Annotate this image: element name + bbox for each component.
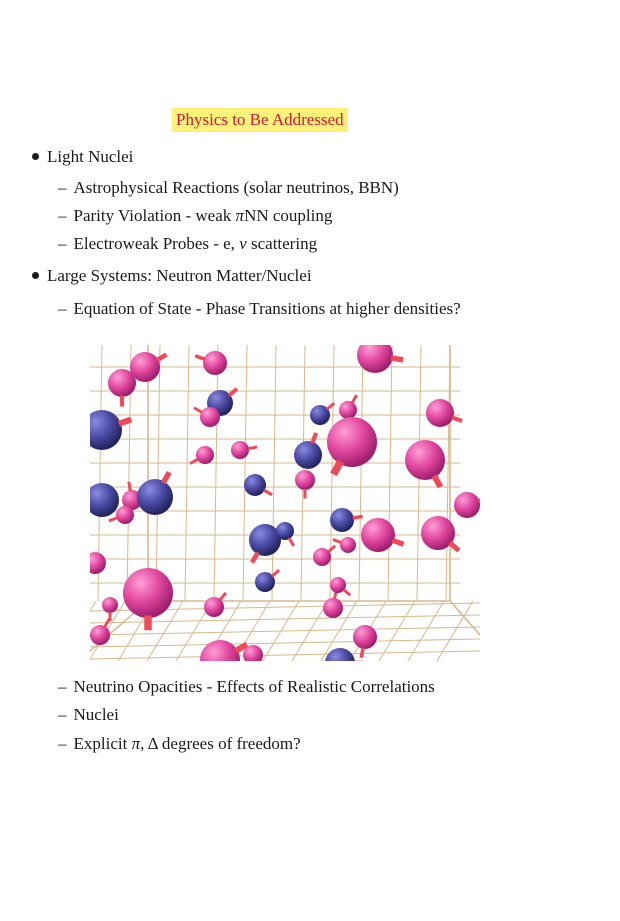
dash-icon: – <box>58 677 67 696</box>
spin-arrow <box>391 358 403 360</box>
spin-arrow <box>272 570 279 576</box>
proton-sphere <box>137 472 173 515</box>
pi-symbol: π <box>131 734 141 753</box>
spin-arrow <box>195 356 205 359</box>
sphere <box>123 568 173 618</box>
sub-item-text: , Δ degrees of freedom? <box>140 734 301 753</box>
sub-item-text: scattering <box>246 234 318 253</box>
spin-arrow <box>264 490 273 495</box>
spin-arrow <box>194 408 202 413</box>
grid-line <box>388 345 392 601</box>
spin-arrow <box>312 433 316 443</box>
sub-item-text: Neutrino Opacities - Effects of Realistic Correlations <box>73 677 435 696</box>
sub-item-text: Electroweak Probes - e, <box>73 234 240 253</box>
sphere <box>353 625 377 649</box>
sub-item-text: Parity Violation - weak <box>73 206 236 225</box>
neutron-matter-simulation-figure <box>90 345 480 661</box>
neutron-sphere <box>339 395 357 419</box>
bullet-dot-icon <box>32 153 39 160</box>
neutron-sphere <box>357 345 403 373</box>
neutron-sphere <box>90 552 106 574</box>
sphere <box>90 625 110 645</box>
spin-arrow <box>248 447 257 449</box>
sphere <box>295 470 315 490</box>
sphere <box>116 506 134 524</box>
sphere <box>454 492 480 518</box>
spin-arrow <box>157 355 167 361</box>
sphere <box>361 518 395 552</box>
sphere <box>200 640 240 661</box>
spin-arrow <box>220 593 226 600</box>
sub-item-text: Equation of State - Phase Transitions at higher densities? <box>73 299 461 318</box>
bullet-light-nuclei <box>32 146 133 168</box>
bullet-dot-icon <box>32 272 39 279</box>
grid-line <box>90 639 480 647</box>
spin-arrow <box>229 389 237 396</box>
sphere <box>294 441 322 469</box>
grid-line <box>450 601 480 635</box>
proton-sphere <box>90 410 131 450</box>
neutron-sphere <box>405 440 445 487</box>
sphere <box>203 351 227 375</box>
grid-line <box>156 345 160 601</box>
spin-arrow <box>328 546 335 552</box>
neutron-sphere <box>426 399 462 427</box>
spin-arrow <box>344 590 351 596</box>
sphere <box>330 508 354 532</box>
grid-line <box>272 345 276 601</box>
sphere <box>323 598 343 618</box>
sub-item-neutrino-opacities <box>58 676 435 698</box>
neutron-sphere <box>123 568 173 630</box>
spin-arrow <box>392 540 403 544</box>
neutron-sphere <box>108 369 136 407</box>
spin-arrow <box>361 648 363 658</box>
dash-icon: – <box>58 178 67 197</box>
dash-icon: – <box>58 206 67 225</box>
grid-line <box>185 345 189 601</box>
spin-arrow <box>109 518 118 521</box>
neutron-sphere <box>194 407 220 427</box>
sphere <box>90 410 122 450</box>
nu-symbol: ν <box>239 234 247 253</box>
bullet-label: Light Nuclei <box>47 147 134 166</box>
neutron-sphere <box>323 590 343 618</box>
sphere <box>405 440 445 480</box>
spin-arrow <box>452 417 462 421</box>
sphere <box>102 597 118 613</box>
proton-sphere <box>90 483 119 517</box>
sub-item-text: NN coupling <box>244 206 333 225</box>
spin-arrow <box>450 543 459 551</box>
neutron-sphere <box>204 593 226 617</box>
spin-arrow <box>353 516 363 518</box>
proton-sphere <box>330 508 363 532</box>
sub-item-parity <box>58 205 332 227</box>
sphere <box>249 524 281 556</box>
slide-title: Physics to Be Addressed <box>172 108 348 132</box>
sphere <box>231 441 249 459</box>
spin-arrow <box>252 552 258 562</box>
proton-sphere <box>294 433 322 469</box>
sphere <box>196 446 214 464</box>
neutron-sphere <box>313 546 335 566</box>
spin-arrow <box>352 395 357 403</box>
grid-line <box>214 345 218 601</box>
grid-line <box>90 651 480 659</box>
dash-icon: – <box>58 299 67 318</box>
spin-arrow <box>434 476 441 487</box>
dash-icon: – <box>58 234 67 253</box>
sphere <box>339 401 357 419</box>
neutron-sphere <box>243 645 267 661</box>
pi-symbol: π <box>235 206 245 225</box>
spin-arrow <box>333 540 341 543</box>
sphere <box>244 474 266 496</box>
dash-icon: – <box>58 734 67 753</box>
sphere <box>276 522 294 540</box>
neutron-sphere <box>421 516 459 551</box>
neutron-sphere <box>295 470 315 499</box>
sub-item-nuclei <box>58 704 119 726</box>
bullet-large-systems <box>32 265 312 287</box>
neutron-sphere <box>333 537 356 553</box>
proton-sphere <box>244 474 272 496</box>
neutron-sphere <box>454 492 480 518</box>
sphere <box>327 417 377 467</box>
grid-line <box>243 345 247 601</box>
sub-item-degrees-of-freedom <box>58 733 301 755</box>
spin-arrow <box>163 472 169 483</box>
bullet-label: Large Systems: Neutron Matter/Nuclei <box>47 266 312 285</box>
sphere <box>108 369 136 397</box>
sphere <box>325 648 355 661</box>
spin-arrow <box>129 482 131 491</box>
particle-box-graphic <box>90 345 480 661</box>
neutron-sphere <box>200 640 247 661</box>
sphere <box>426 399 454 427</box>
dash-icon: – <box>58 705 67 724</box>
sphere <box>137 479 173 515</box>
grid-line <box>359 345 363 601</box>
neutron-sphere <box>195 351 227 375</box>
sub-item-text: Explicit <box>73 734 132 753</box>
sphere <box>200 407 220 427</box>
proton-sphere <box>325 648 365 661</box>
sphere <box>90 552 106 574</box>
neutron-sphere <box>231 441 257 459</box>
proton-sphere <box>310 403 334 425</box>
neutron-sphere <box>190 446 214 464</box>
sub-item-text: Astrophysical Reactions (solar neutrinos, BBN) <box>73 178 399 197</box>
sub-item-electroweak <box>58 233 317 255</box>
spin-arrow <box>119 419 131 423</box>
sub-item-equation-of-state <box>58 298 461 320</box>
sphere <box>90 483 119 517</box>
neutron-sphere <box>330 577 350 595</box>
proton-sphere <box>255 570 279 592</box>
sphere <box>340 537 356 553</box>
sub-item-astrophysical <box>58 177 399 199</box>
spin-arrow <box>289 538 294 546</box>
sub-item-text: Nuclei <box>73 705 119 724</box>
neutron-sphere <box>327 417 377 474</box>
spin-arrow <box>478 497 480 501</box>
